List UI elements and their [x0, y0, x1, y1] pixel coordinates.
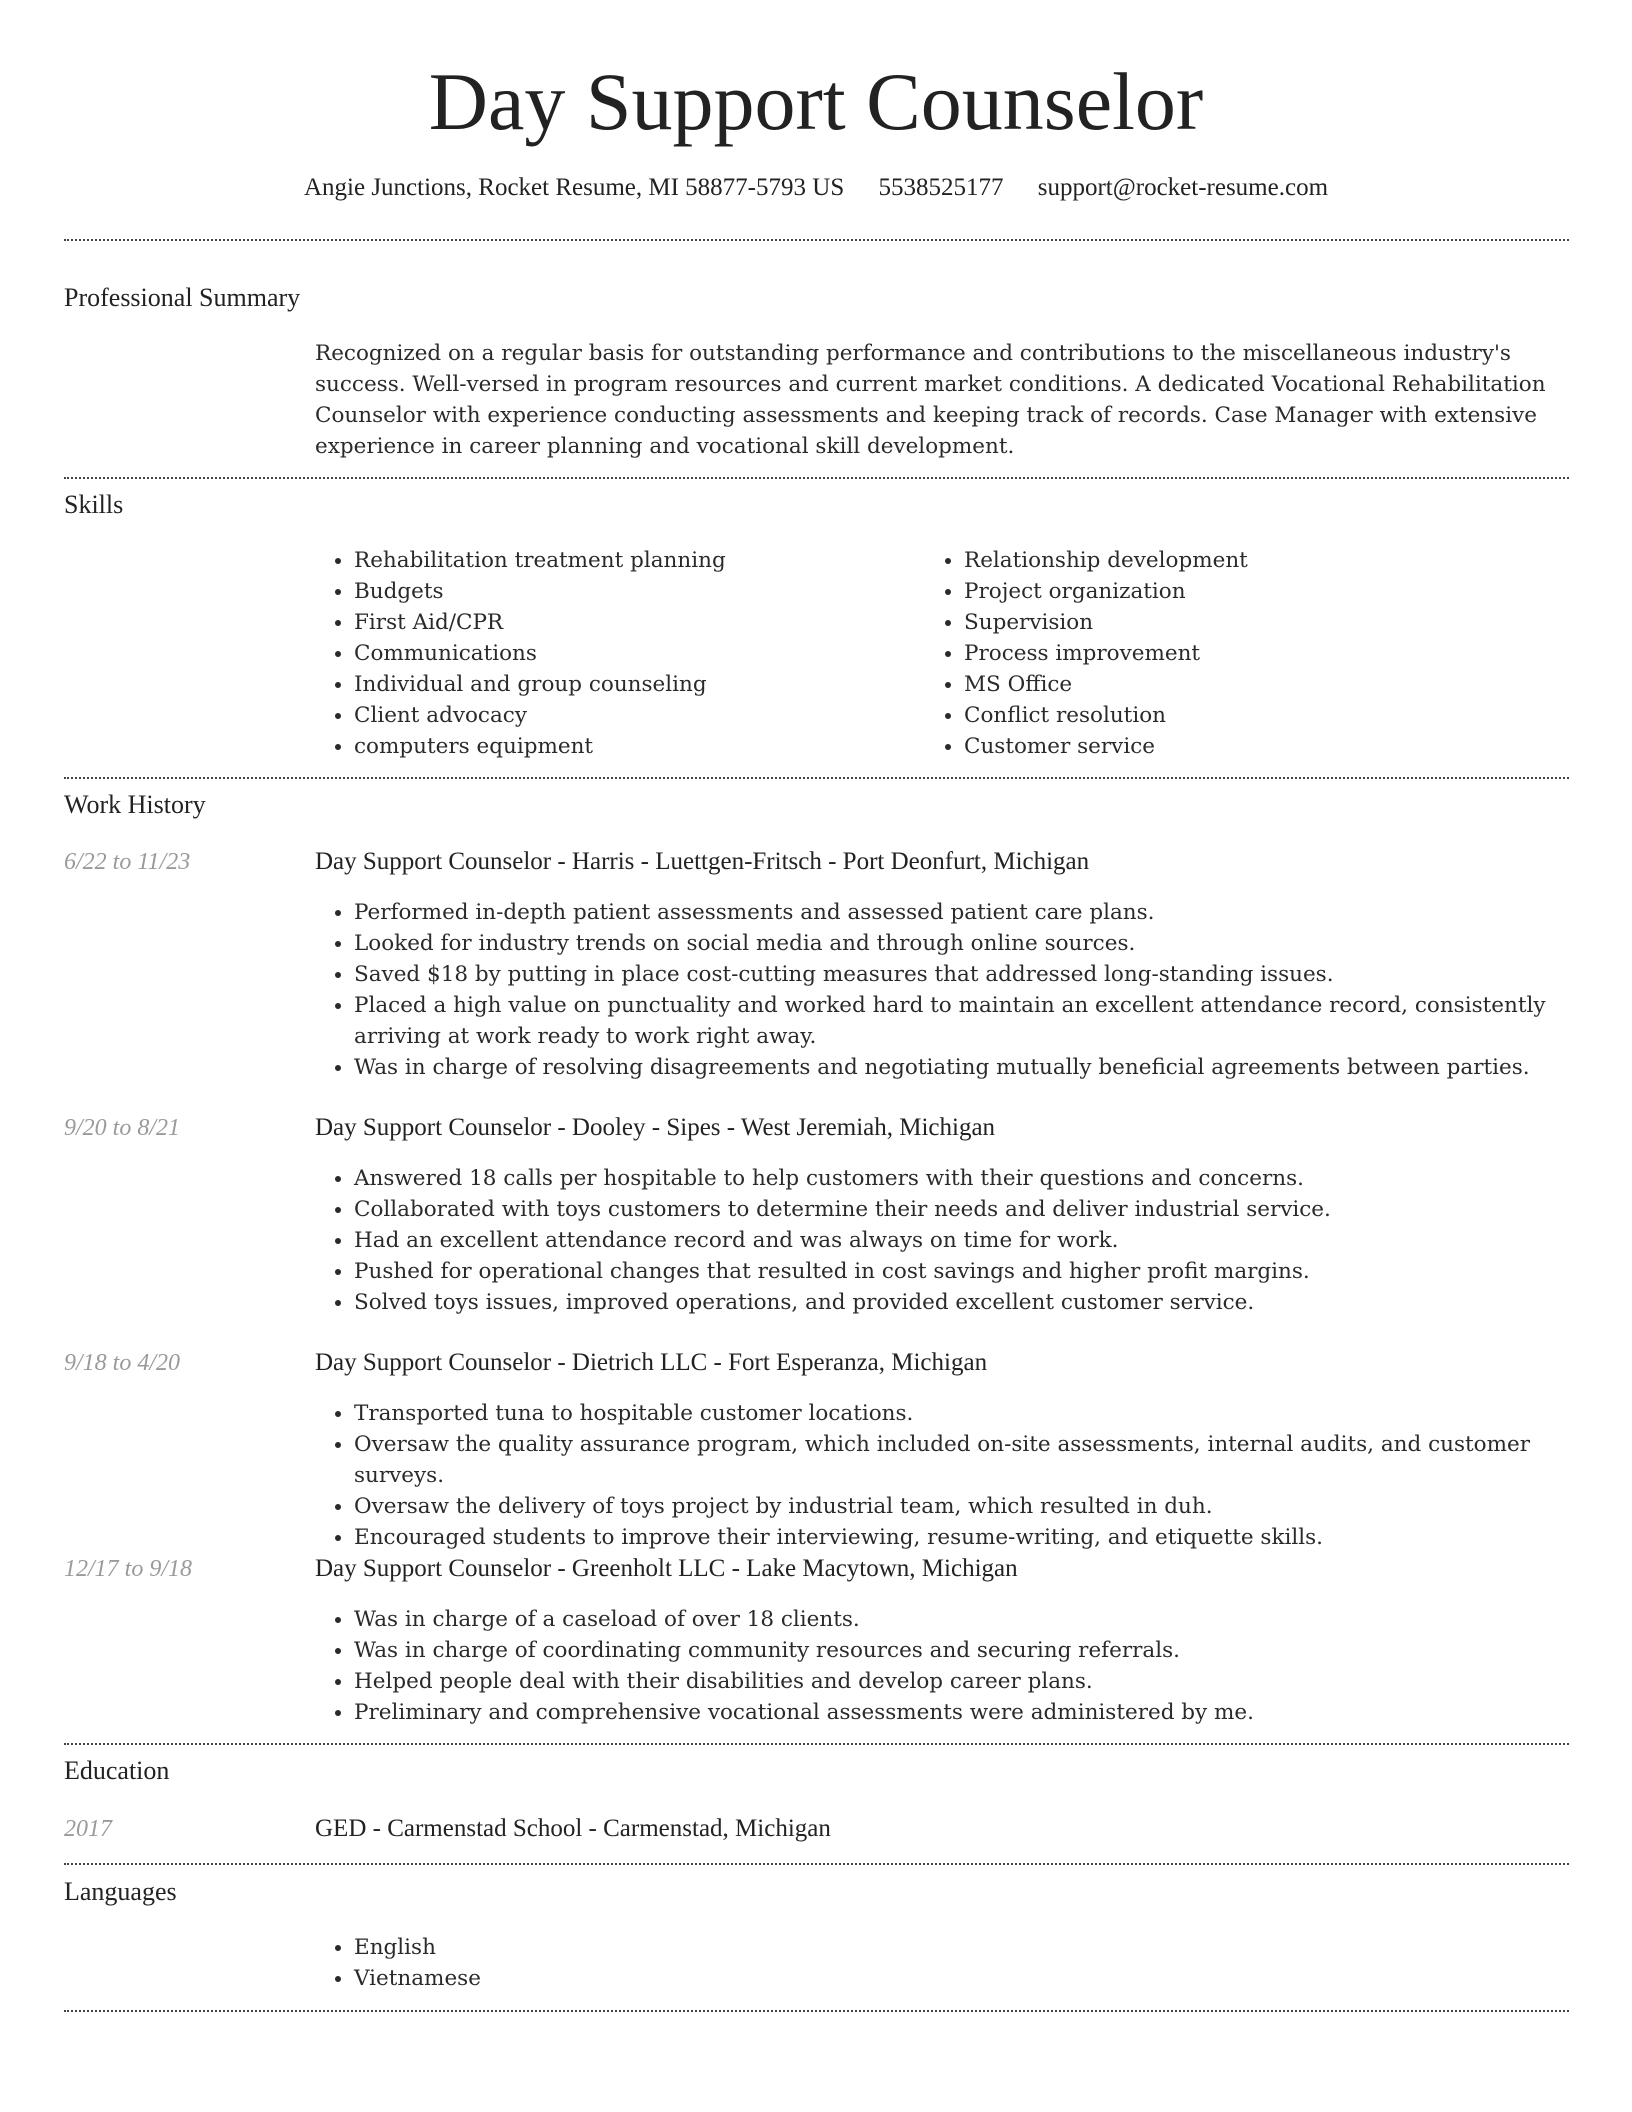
job-bullet: • Answered 18 calls per hospitable to help customers with their questions and concerns. — [354, 1163, 1604, 1194]
divider — [64, 239, 1569, 241]
job-dates: 6/22 to 11/23 — [64, 849, 191, 875]
skill-item: • Rehabilitation treatment planning — [354, 545, 914, 576]
skill-item: • Conflict resolution — [964, 700, 1564, 731]
job-bullet: • Oversaw the quality assurance program, which included on-site assessments, internal audits, and customer surveys. — [354, 1429, 1604, 1491]
skills-heading: Skills — [64, 490, 124, 519]
job-bullet: • Oversaw the delivery of toys project by industrial team, which resulted in duh. — [354, 1491, 1604, 1522]
divider — [64, 1863, 1569, 1865]
contact-line — [0, 171, 1632, 205]
divider — [64, 2010, 1569, 2012]
job-bullet: • Preliminary and comprehensive vocational assessments were administered by me. — [354, 1697, 1604, 1728]
education-heading: Education — [64, 1756, 170, 1785]
job-title: Day Support Counselor - Dietrich LLC - Fort Esperanza, Michigan — [315, 1349, 988, 1376]
job-bullet: • Encouraged students to improve their interviewing, resume-writing, and etiquette skills. — [354, 1522, 1604, 1553]
job-dates: 9/18 to 4/20 — [64, 1350, 181, 1376]
job-bullet: • Collaborated with toys customers to determine their needs and deliver industrial service. — [354, 1194, 1604, 1225]
skill-item: • computers equipment — [354, 731, 914, 762]
contact-phone: 5538525177 — [878, 174, 1004, 201]
job-bullets — [310, 897, 1604, 1083]
skill-item: • Process improvement — [964, 638, 1564, 669]
divider — [64, 777, 1569, 779]
job-title: Day Support Counselor - Harris - Luettgen-Fritsch - Port Deonfurt, Michigan — [315, 848, 1090, 875]
contact-address: Angie Junctions, Rocket Resume, MI 58877-5793 US — [303, 174, 845, 201]
job-bullet: • Transported tuna to hospitable customer locations. — [354, 1398, 1604, 1429]
job-bullet: • Looked for industry trends on social media and through online sources. — [354, 928, 1604, 959]
divider — [64, 477, 1569, 479]
job-bullets — [310, 1163, 1604, 1318]
skills-list-right — [920, 545, 1564, 762]
job-bullet: • Had an excellent attendance record and was always on time for work. — [354, 1225, 1604, 1256]
job-bullet: • Performed in-depth patient assessments and assessed patient care plans. — [354, 897, 1604, 928]
skill-item: • Client advocacy — [354, 700, 914, 731]
job-title: Day Support Counselor - Dooley - Sipes - West Jeremiah, Michigan — [315, 1114, 996, 1141]
job-bullet: • Saved $18 by putting in place cost-cutting measures that addressed long-standing issues. — [354, 959, 1604, 990]
job-dates: 12/17 to 9/18 — [64, 1556, 193, 1582]
education-year: 2017 — [64, 1816, 112, 1842]
skill-item: • Customer service — [964, 731, 1564, 762]
skill-item: • Individual and group counseling — [354, 669, 914, 700]
skill-item: • Relationship development — [964, 545, 1564, 576]
job-bullet: • Was in charge of coordinating community resources and securing referrals. — [354, 1635, 1604, 1666]
job-bullet: • Helped people deal with their disabilities and develop career plans. — [354, 1666, 1604, 1697]
job-bullet: • Solved toys issues, improved operations, and provided excellent customer service. — [354, 1287, 1604, 1318]
language-item: • Vietnamese — [354, 1963, 954, 1994]
languages-list — [310, 1932, 954, 1994]
education-entry: GED - Carmenstad School - Carmenstad, Michigan — [315, 1815, 831, 1842]
job-bullet: • Placed a high value on punctuality and worked hard to maintain an excellent attendance record, consistently arriving at work ready to work right away. — [354, 990, 1604, 1052]
skill-item: • Budgets — [354, 576, 914, 607]
summary-heading: Professional Summary — [64, 283, 301, 312]
skill-item: • Project organization — [964, 576, 1564, 607]
job-dates: 9/20 to 8/21 — [64, 1115, 181, 1141]
skill-item: • First Aid/CPR — [354, 607, 914, 638]
work-heading: Work History — [64, 790, 206, 819]
skill-item: • Communications — [354, 638, 914, 669]
skill-item: • Supervision — [964, 607, 1564, 638]
language-item: • English — [354, 1932, 954, 1963]
resume-title: Day Support Counselor — [428, 56, 1204, 147]
job-bullet: • Pushed for operational changes that resulted in cost savings and higher profit margins. — [354, 1256, 1604, 1287]
skill-item: • MS Office — [964, 669, 1564, 700]
job-bullets — [310, 1604, 1604, 1728]
job-bullet: • Was in charge of resolving disagreements and negotiating mutually beneficial agreements between parties. — [354, 1052, 1604, 1083]
languages-heading: Languages — [64, 1877, 177, 1906]
contact-email: support@rocket-resume.com — [1037, 174, 1329, 201]
skills-list-left — [310, 545, 914, 762]
divider — [64, 1743, 1569, 1745]
job-bullets — [310, 1398, 1604, 1553]
summary-text: Recognized on a regular basis for outstanding performance and contributions to the miscellaneous industry's success. Well-versed in program resources and current market conditions. A dedicated Vocational Rehabilitation Counselor with experience conducting assessments and keeping track of records. Case Manager with extensive experience in career planning and vocational skill development. — [315, 341, 1546, 459]
job-title: Day Support Counselor - Greenholt LLC - Lake Macytown, Michigan — [315, 1555, 1018, 1582]
job-bullet: • Was in charge of a caseload of over 18 clients. — [354, 1604, 1604, 1635]
